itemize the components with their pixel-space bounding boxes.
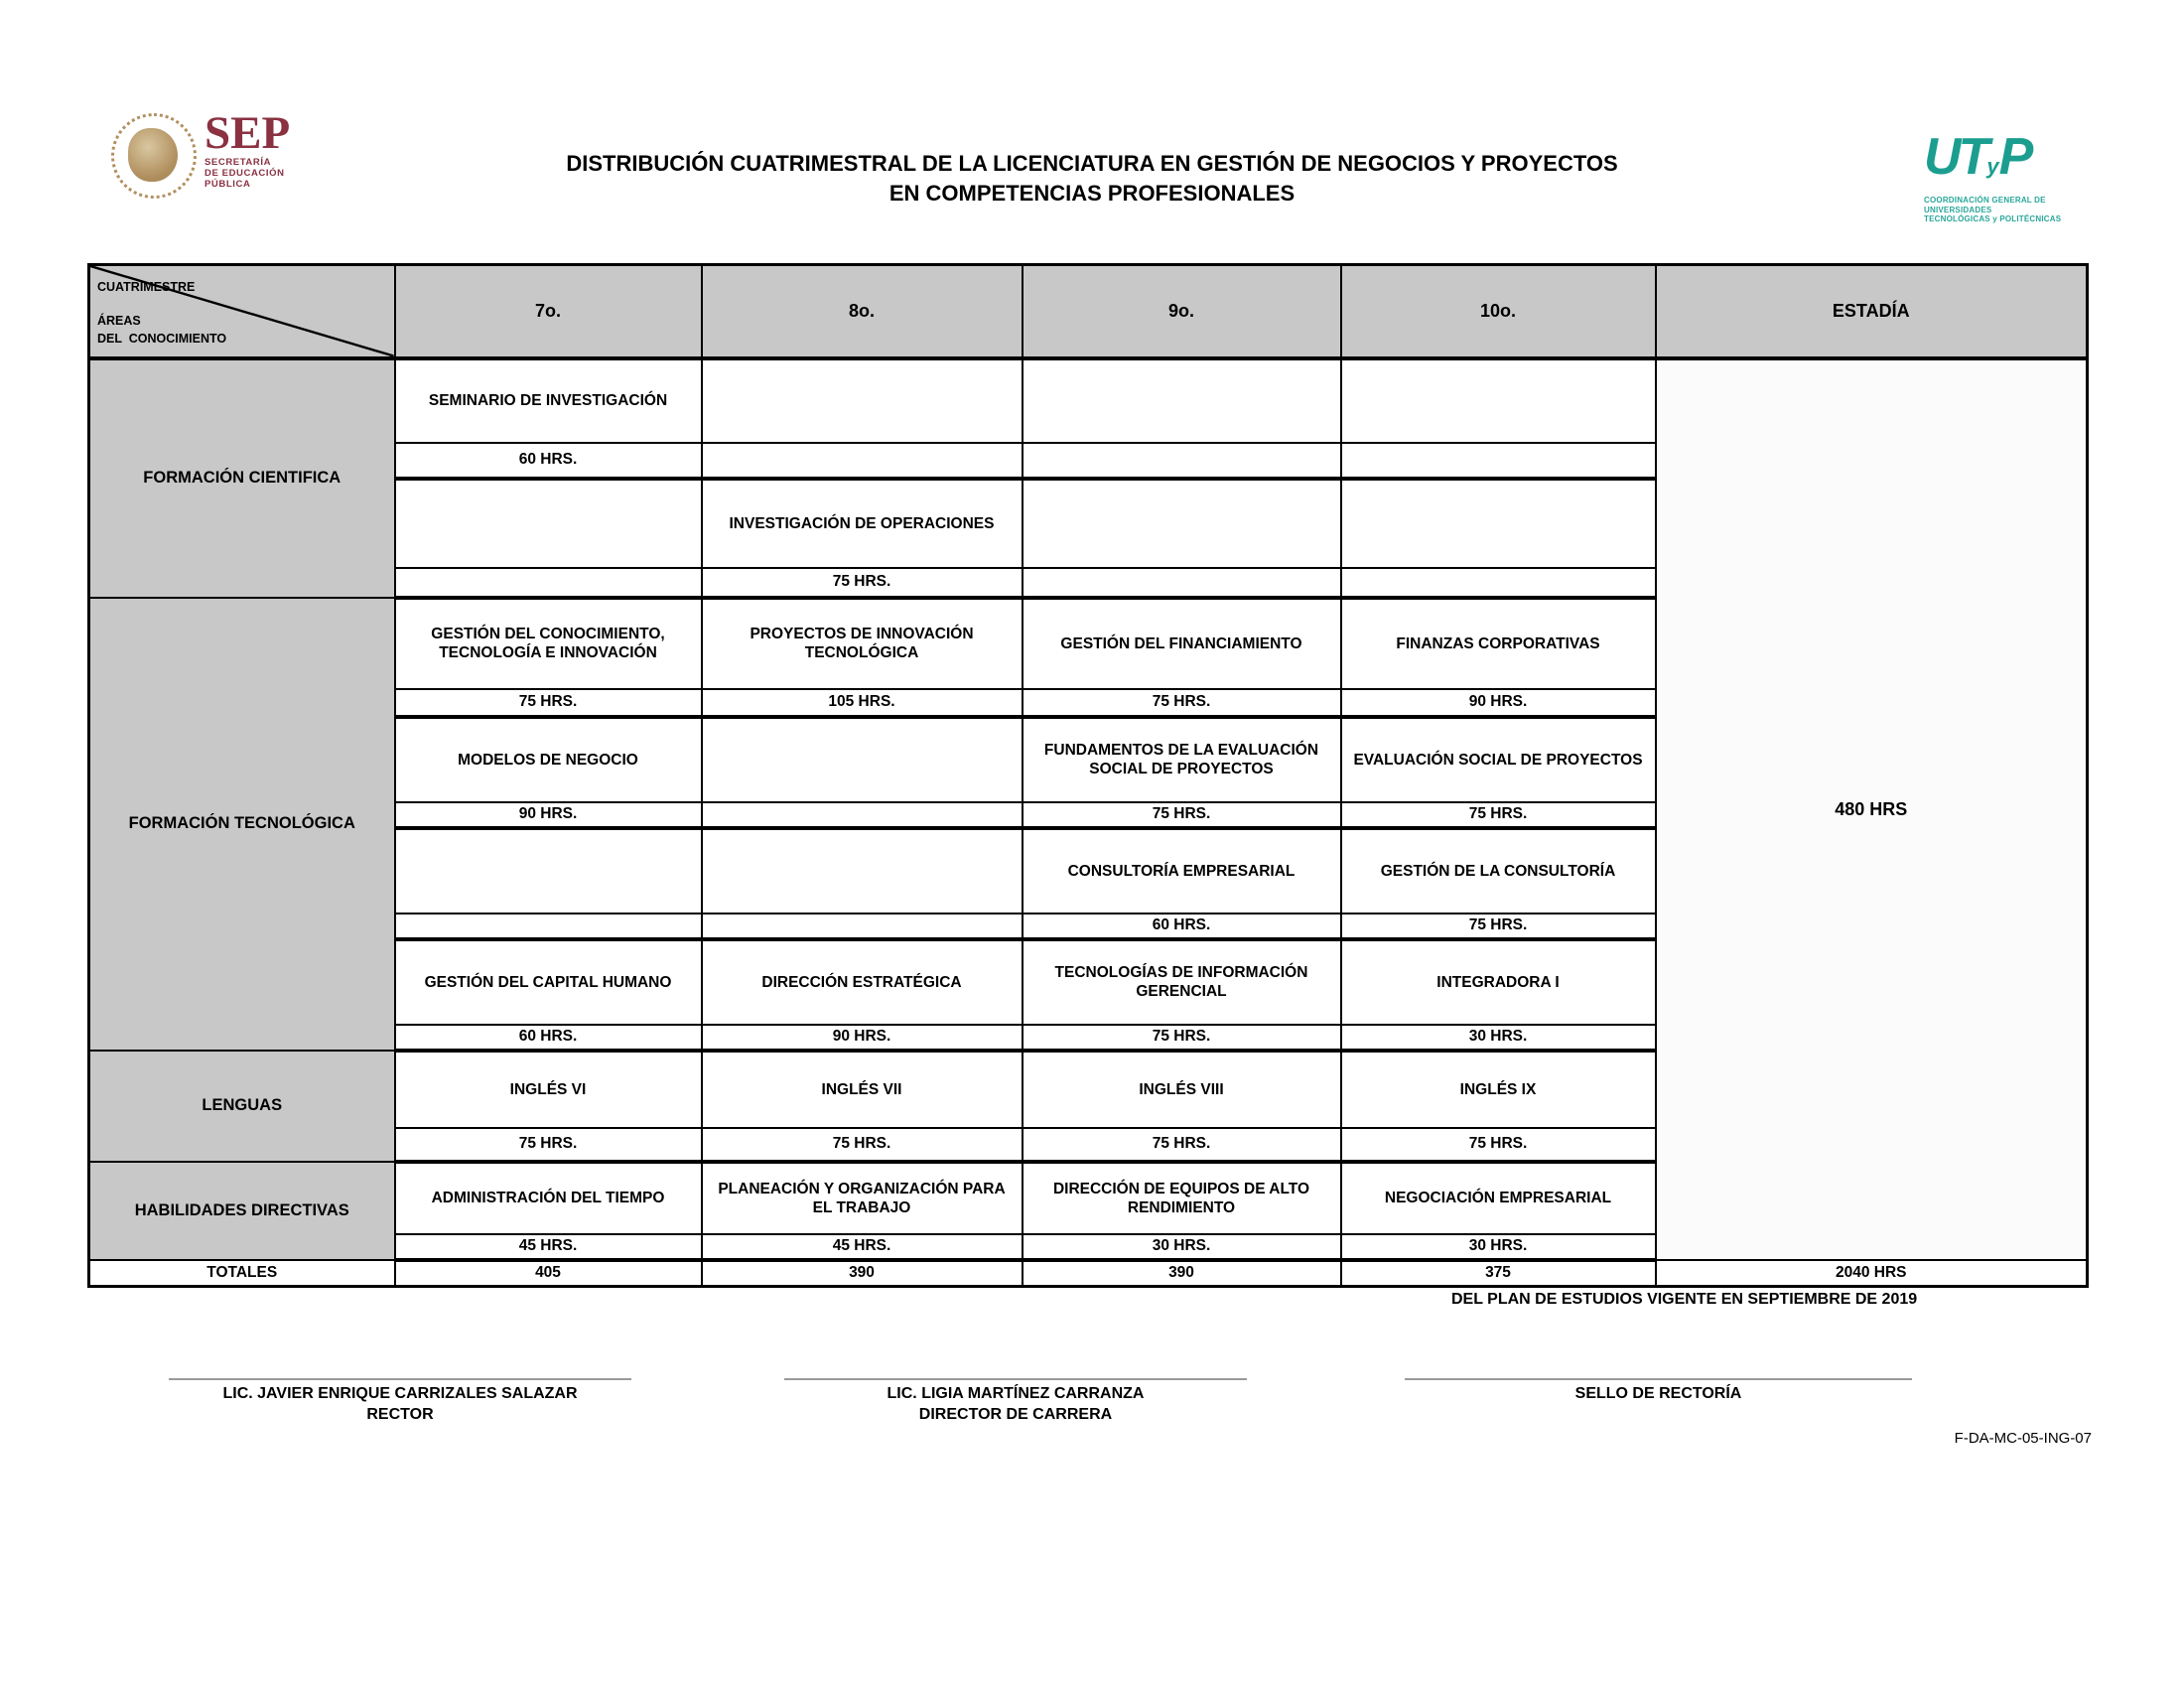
hours-cell: 75 HRS. xyxy=(1023,802,1341,828)
hours-cell: 75 HRS. xyxy=(395,1128,702,1162)
subject-cell xyxy=(1341,479,1656,568)
signature-director xyxy=(784,1378,1247,1425)
subject-cell: FUNDAMENTOS DE LA EVALUACIÓN SOCIAL DE PROYECTOS xyxy=(1023,717,1341,802)
totals-value-7o: 405 xyxy=(395,1260,702,1287)
subject-cell xyxy=(395,828,702,914)
sep-subtitle-line2: DE EDUCACIÓN xyxy=(205,168,285,179)
hours-cell: 60 HRS. xyxy=(1023,914,1341,939)
subject-cell: TECNOLOGÍAS DE INFORMACIÓN GERENCIAL xyxy=(1023,939,1341,1025)
hours-cell: 75 HRS. xyxy=(1341,914,1656,939)
signature-sello-name: SELLO DE RECTORÍA xyxy=(1574,1385,1742,1402)
signature-director-name: LIC. LIGIA MARTÍNEZ CARRANZA xyxy=(887,1385,1145,1402)
signature-director-role: DIRECTOR DE CARRERA xyxy=(918,1406,1113,1423)
sep-subtitle-line1: SECRETARÍA xyxy=(205,157,272,168)
document-code: F-DA-MC-05-ING-07 xyxy=(1954,1430,2092,1447)
hours-cell xyxy=(702,443,1023,479)
subject-cell: DIRECCIÓN DE EQUIPOS DE ALTO RENDIMIENTO xyxy=(1023,1162,1341,1234)
hours-cell: 75 HRS. xyxy=(1341,802,1656,828)
subject-cell xyxy=(1023,479,1341,568)
signature-rector-name: LIC. JAVIER ENRIQUE CARRIZALES SALAZAR xyxy=(222,1385,578,1402)
hours-cell: 75 HRS. xyxy=(1023,689,1341,717)
subject-cell: PLANEACIÓN Y ORGANIZACIÓN PARA EL TRABAJO xyxy=(702,1162,1023,1234)
corner-label-cuatrimestre: CUATRIMESTRE xyxy=(97,280,196,294)
subject-cell: CONSULTORÍA EMPRESARIAL xyxy=(1023,828,1341,914)
hours-cell: 90 HRS. xyxy=(1341,689,1656,717)
hours-cell xyxy=(1023,443,1341,479)
totals-value-8o: 390 xyxy=(702,1260,1023,1287)
subject-cell: PROYECTOS DE INNOVACIÓN TECNOLÓGICA xyxy=(702,598,1023,689)
subject-cell xyxy=(702,358,1023,443)
utp-letter-y: y xyxy=(1986,154,1999,179)
subject-cell: ADMINISTRACIÓN DEL TIEMPO xyxy=(395,1162,702,1234)
hours-cell xyxy=(1023,568,1341,598)
hours-cell: 90 HRS. xyxy=(702,1025,1023,1051)
hours-cell: 75 HRS. xyxy=(702,568,1023,598)
signature-rector xyxy=(169,1378,631,1425)
utp-letter-p: P xyxy=(1998,128,2031,186)
column-header-8o: 8o. xyxy=(702,265,1023,358)
subject-cell: FINANZAS CORPORATIVAS xyxy=(1341,598,1656,689)
page-title-line2: EN COMPETENCIAS PROFESIONALES xyxy=(888,181,1296,206)
hours-cell: 60 HRS. xyxy=(395,1025,702,1051)
hours-cell: 45 HRS. xyxy=(702,1234,1023,1260)
hours-cell: 75 HRS. xyxy=(1023,1128,1341,1162)
subject-cell: MODELOS DE NEGOCIO xyxy=(395,717,702,802)
subject-cell: INVESTIGACIÓN DE OPERACIONES xyxy=(702,479,1023,568)
hours-cell xyxy=(395,914,702,939)
corner-cell xyxy=(89,265,395,358)
subject-cell: GESTIÓN DE LA CONSULTORÍA xyxy=(1341,828,1656,914)
hours-cell xyxy=(1341,568,1656,598)
subject-cell: INGLÉS VI xyxy=(395,1051,702,1128)
subject-cell: NEGOCIACIÓN EMPRESARIAL xyxy=(1341,1162,1656,1234)
subject-cell: GESTIÓN DEL CAPITAL HUMANO xyxy=(395,939,702,1025)
corner-label-conocimiento: DEL CONOCIMIENTO xyxy=(97,332,227,346)
hours-cell: 75 HRS. xyxy=(395,689,702,717)
totals-value-estadia: 2040 HRS xyxy=(1656,1260,2088,1287)
hours-cell xyxy=(702,802,1023,828)
hours-cell xyxy=(395,568,702,598)
utp-logo xyxy=(1924,128,2098,224)
column-header-7o: 7o. xyxy=(395,265,702,358)
curriculum-table xyxy=(87,263,2089,1288)
subject-cell: GESTIÓN DEL FINANCIAMIENTO xyxy=(1023,598,1341,689)
page-title-line1: DISTRIBUCIÓN CUATRIMESTRAL DE LA LICENCIATURA EN GESTIÓN DE NEGOCIOS Y PROYECTOS xyxy=(566,151,1618,176)
subject-cell xyxy=(395,479,702,568)
hours-cell: 105 HRS. xyxy=(702,689,1023,717)
utp-letters-ut: UT xyxy=(1924,128,1987,186)
column-header-10o: 10o. xyxy=(1341,265,1656,358)
area-label-lenguas: LENGUAS xyxy=(89,1051,395,1162)
signature-rector-role: RECTOR xyxy=(366,1406,434,1423)
area-label-formacion-tecnologica: FORMACIÓN TECNOLÓGICA xyxy=(89,598,395,1051)
signature-sello xyxy=(1405,1378,1912,1404)
hours-cell xyxy=(1341,443,1656,479)
subject-cell: GESTIÓN DEL CONOCIMIENTO, TECNOLOGÍA E INNOVACIÓN xyxy=(395,598,702,689)
plan-vigente-note: DEL PLAN DE ESTUDIOS VIGENTE EN SEPTIEMBRE DE 2019 xyxy=(1451,1291,1918,1308)
estadia-total-cell: 480 HRS xyxy=(1656,358,2088,1260)
page-title xyxy=(0,149,2184,209)
area-label-formacion-cientifica: FORMACIÓN CIENTIFICA xyxy=(89,358,395,598)
hours-cell: 45 HRS. xyxy=(395,1234,702,1260)
hours-cell: 75 HRS. xyxy=(1341,1128,1656,1162)
totals-value-9o: 390 xyxy=(1023,1260,1341,1287)
hours-cell: 75 HRS. xyxy=(702,1128,1023,1162)
hours-cell xyxy=(702,914,1023,939)
subject-cell: INGLÉS IX xyxy=(1341,1051,1656,1128)
hours-cell: 30 HRS. xyxy=(1023,1234,1341,1260)
hours-cell: 75 HRS. xyxy=(1023,1025,1341,1051)
subject-cell: INGLÉS VII xyxy=(702,1051,1023,1128)
subject-cell: SEMINARIO DE INVESTIGACIÓN xyxy=(395,358,702,443)
hours-cell: 30 HRS. xyxy=(1341,1025,1656,1051)
utp-caption-line1: COORDINACIÓN GENERAL DE UNIVERSIDADES xyxy=(1924,196,2046,214)
hours-cell: 60 HRS. xyxy=(395,443,702,479)
subject-cell xyxy=(702,828,1023,914)
sep-subtitle-line3: PÚBLICA xyxy=(205,179,251,190)
subject-cell xyxy=(1341,358,1656,443)
subject-cell xyxy=(1023,358,1341,443)
subject-cell: EVALUACIÓN SOCIAL DE PROYECTOS xyxy=(1341,717,1656,802)
column-header-9o: 9o. xyxy=(1023,265,1341,358)
sep-acronym: SEP xyxy=(205,107,291,159)
subject-cell: INTEGRADORA I xyxy=(1341,939,1656,1025)
utp-wordmark xyxy=(1924,128,2098,196)
utp-caption-line2: TECNOLÓGICAS y POLITÉCNICAS xyxy=(1924,214,2062,223)
totals-label: TOTALES xyxy=(89,1260,395,1287)
subject-cell: INGLÉS VIII xyxy=(1023,1051,1341,1128)
corner-label-areas: ÁREAS xyxy=(97,314,141,328)
area-label-habilidades-directivas: HABILIDADES DIRECTIVAS xyxy=(89,1162,395,1260)
subject-cell: DIRECCIÓN ESTRATÉGICA xyxy=(702,939,1023,1025)
hours-cell: 90 HRS. xyxy=(395,802,702,828)
column-header-estadia: ESTADÍA xyxy=(1656,265,2088,358)
subject-cell xyxy=(702,717,1023,802)
totals-value-10o: 375 xyxy=(1341,1260,1656,1287)
hours-cell: 30 HRS. xyxy=(1341,1234,1656,1260)
